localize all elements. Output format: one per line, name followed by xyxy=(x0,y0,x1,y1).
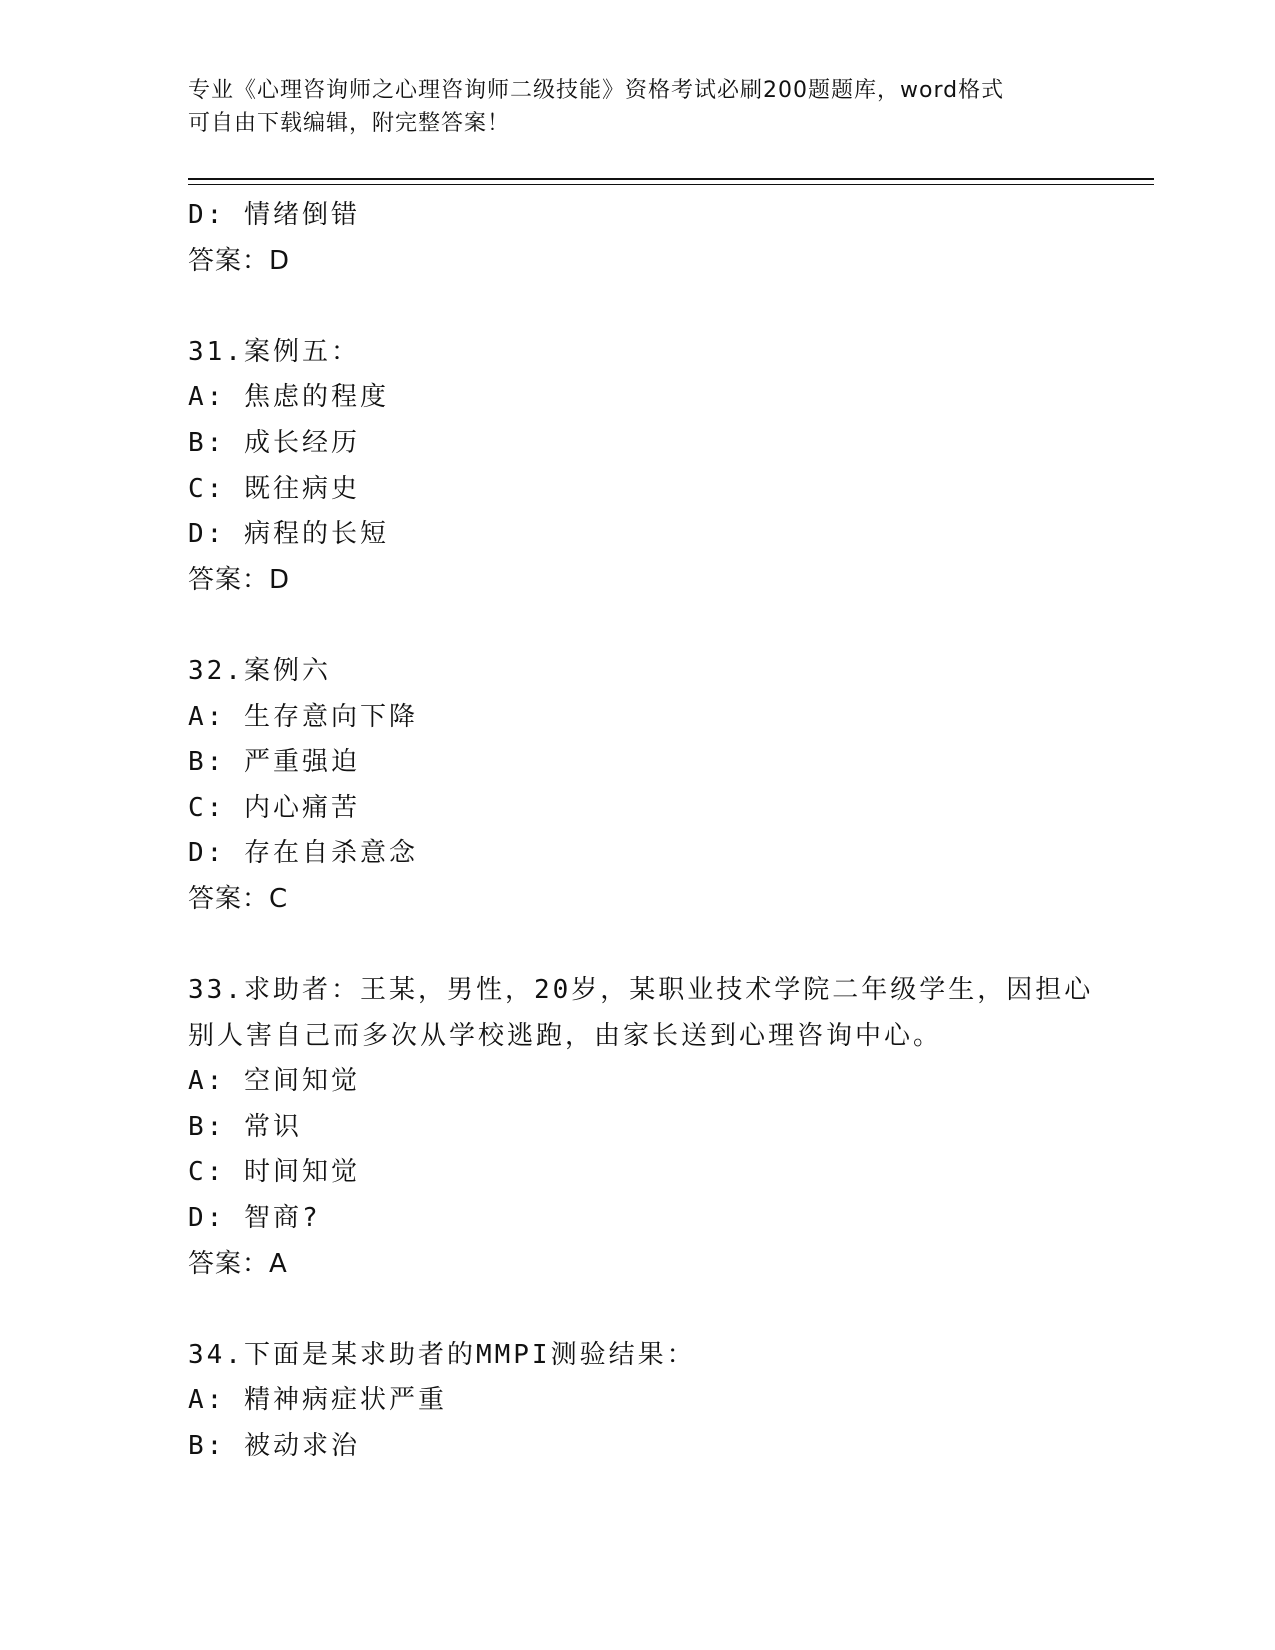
option-line: B: 被动求治 xyxy=(188,1431,360,1462)
header-title-line-1: 专业《心理咨询师之心理咨询师二级技能》资格考试必刷200题题库，word格式 xyxy=(188,78,1005,103)
option-line: D: 病程的长短 xyxy=(188,519,389,550)
question-34 xyxy=(188,1333,1108,1470)
answer-line: 答案：D xyxy=(188,564,291,595)
spacer xyxy=(188,284,1108,330)
option-line: B: 常识 xyxy=(188,1111,302,1142)
question-32 xyxy=(188,649,1108,923)
header-divider-thick xyxy=(188,178,1154,180)
question-33 xyxy=(188,968,1108,1287)
answer-line: 答案：D xyxy=(188,245,291,276)
option-line: C: 既往病史 xyxy=(188,473,360,504)
option-line: B: 成长经历 xyxy=(188,427,360,458)
answer-line: 答案：A xyxy=(188,1248,288,1279)
option-line: B: 严重强迫 xyxy=(188,747,360,778)
question-list xyxy=(188,193,1108,1470)
question-31 xyxy=(188,330,1108,604)
option-line: C: 内心痛苦 xyxy=(188,792,360,823)
document-header xyxy=(188,74,1088,140)
answer-line: 答案：C xyxy=(188,883,289,914)
question-stem: 32.案例六 xyxy=(188,655,331,686)
spacer xyxy=(188,603,1108,649)
option-line: A: 生存意向下降 xyxy=(188,701,418,732)
option-line: D: 情绪倒错 xyxy=(188,200,360,230)
option-line: A: 焦虑的程度 xyxy=(188,382,389,413)
option-line: C: 时间知觉 xyxy=(188,1157,360,1188)
option-line: A: 精神病症状严重 xyxy=(188,1385,447,1416)
question-stem: 34.下面是某求助者的MMPI测验结果： xyxy=(188,1339,696,1370)
spacer xyxy=(188,1287,1108,1333)
option-line: D: 存在自杀意念 xyxy=(188,838,418,869)
header-divider-thin xyxy=(188,184,1154,185)
spacer xyxy=(188,923,1108,969)
option-line: D: 智商? xyxy=(188,1203,321,1234)
question-stem: 31.案例五： xyxy=(188,336,360,367)
option-line: A: 空间知觉 xyxy=(188,1066,360,1097)
header-title-line-2: 可自由下载编辑，附完整答案！ xyxy=(188,111,511,136)
question-stem: 33.求助者：王某，男性，20岁，某职业技术学院二年级学生，因担心别人害自己而多次从学校逃跑，由家长送到心理咨询中心。 xyxy=(188,975,1094,1051)
